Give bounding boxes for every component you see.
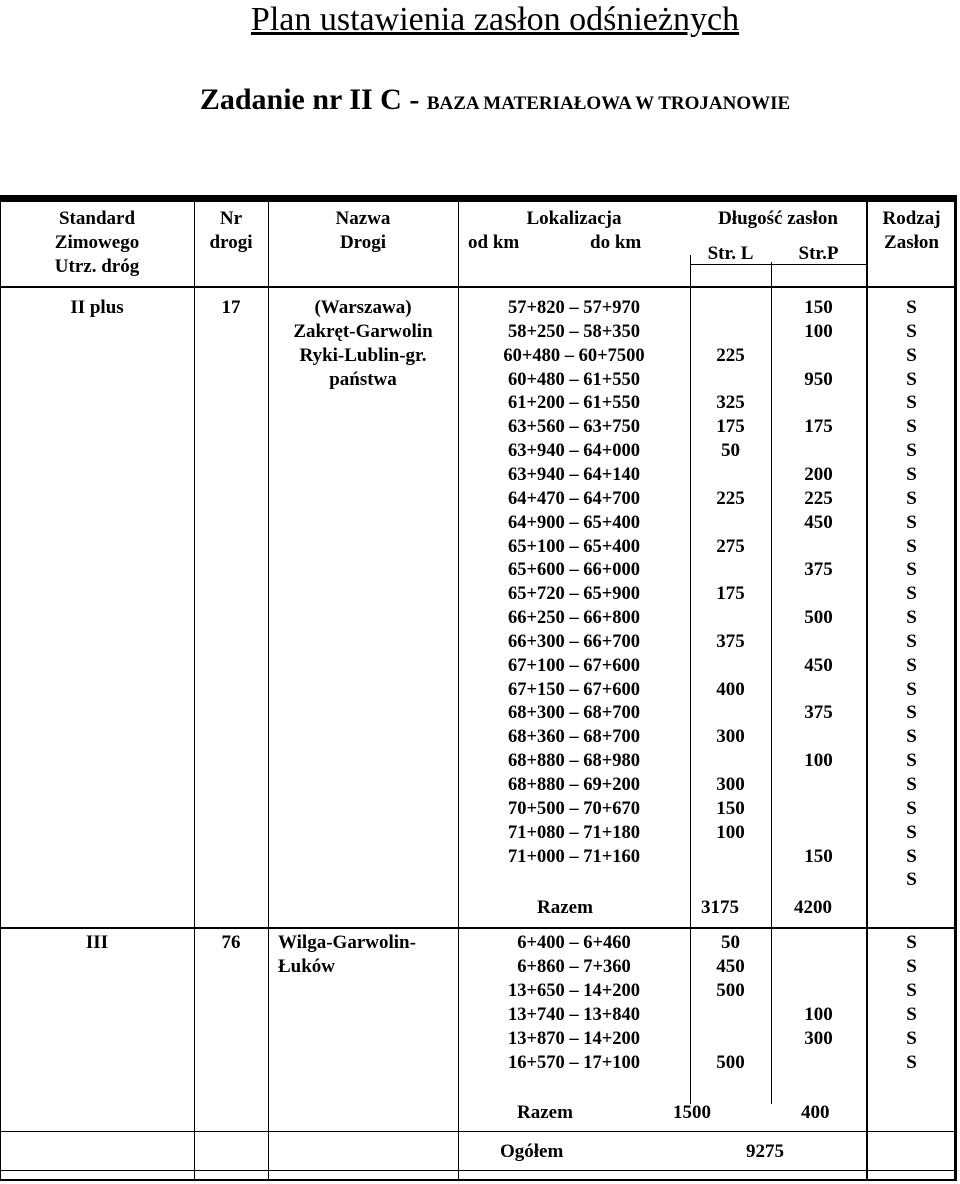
curtain-type-cell: S <box>906 344 917 366</box>
location-cell: 60+480 – 61+550 <box>507 369 641 390</box>
section-1-total-left: 3175 <box>701 897 739 918</box>
location-cell: 60+480 – 60+7500 <box>503 345 645 366</box>
header-standard: Standard Zimowego Utrz. dróg <box>54 208 140 277</box>
location-cell: 63+940 – 64+000 <box>507 441 641 462</box>
curtain-type-cell: S <box>906 535 917 557</box>
page-title: Plan ustawienia zasłon odśnieżnych <box>250 1 740 38</box>
left-length-cell: 150 <box>716 797 745 819</box>
curtain-type-cell: S <box>906 869 917 891</box>
curtain-type-cell: S <box>906 440 917 462</box>
curtain-type-cell: S <box>906 368 917 390</box>
curtain-type-cell: S <box>906 416 917 438</box>
table-border-left <box>0 195 1 1181</box>
section-1-total-label: Razem <box>537 897 593 918</box>
table-bottom-rule <box>0 1170 957 1171</box>
location-cell: 63+940 – 64+140 <box>507 464 641 485</box>
right-length-cell: 450 <box>804 511 833 533</box>
column-divider <box>194 195 195 1181</box>
location-cell: 6+400 – 6+460 <box>517 933 631 953</box>
right-length-cell: 375 <box>804 559 833 581</box>
location-cell: 13+740 – 13+840 <box>507 1005 641 1025</box>
header-road-name: Nazwa Drogi <box>335 208 391 253</box>
location-cell: 68+360 – 68+700 <box>507 727 641 748</box>
location-cell: 13+650 – 14+200 <box>507 981 641 1001</box>
left-length-cell: 50 <box>721 932 740 953</box>
left-length-cell: 225 <box>716 344 745 366</box>
curtain-type-cell: S <box>906 630 917 652</box>
left-length-cell: 275 <box>716 535 745 557</box>
curtain-type-cell: S <box>906 607 917 629</box>
curtain-type-cell: S <box>906 392 917 414</box>
section-2-standard: III <box>85 932 109 953</box>
task-name: BAZA MATERIAŁOWA W TROJANOWIE <box>426 93 791 114</box>
header-location: Lokalizacja <box>526 208 622 229</box>
section-2-total-label: Razem <box>517 1102 573 1123</box>
location-cell: 71+000 – 71+160 <box>507 846 641 867</box>
right-length-cell: 450 <box>804 654 833 676</box>
section-rule <box>0 927 957 929</box>
right-length-cell: 150 <box>804 845 833 867</box>
section-1-standard: II plus <box>70 297 124 318</box>
task-title <box>0 80 960 124</box>
right-length-cell: 100 <box>804 1004 833 1025</box>
header-type: Rodzaj Zasłon <box>882 208 941 253</box>
location-cell: 67+100 – 67+600 <box>507 655 641 676</box>
left-length-cell: 300 <box>716 774 745 795</box>
curtain-type-cell: S <box>906 956 917 977</box>
left-length-cell: 500 <box>716 980 745 1001</box>
header-top-rule <box>0 201 957 202</box>
curtain-type-cell: S <box>906 821 917 843</box>
section-1-road-number: 17 <box>221 297 241 318</box>
left-length-cell: 300 <box>716 726 745 748</box>
curtain-type-cell: S <box>906 980 917 1001</box>
curtain-type-cell: S <box>906 678 917 700</box>
right-length-cell: 950 <box>804 368 833 390</box>
left-length-cell: 325 <box>716 392 745 414</box>
right-length-cell: 375 <box>804 702 833 724</box>
location-cell: 65+100 – 65+400 <box>507 536 641 557</box>
curtain-type-cell: S <box>906 320 917 342</box>
location-cell: 68+880 – 69+200 <box>507 775 641 795</box>
curtain-type-cell: S <box>906 1028 917 1049</box>
curtain-type-cell: S <box>906 1004 917 1025</box>
left-length-cell: 50 <box>721 440 740 462</box>
section-1-road-name: (Warszawa) Zakręt-Garwolin Ryki-Lublin-gr. państwa <box>293 297 433 390</box>
right-length-cell: 500 <box>804 607 833 629</box>
header-to-km: do km <box>590 232 642 253</box>
right-length-cell: 100 <box>804 750 833 772</box>
curtain-type-cell: S <box>906 726 917 748</box>
left-length-cell: 100 <box>716 821 745 843</box>
right-length-cell: 150 <box>804 297 833 318</box>
location-cell: 68+880 – 68+980 <box>507 751 641 772</box>
left-length-cell: 500 <box>716 1052 745 1073</box>
location-cell: 65+600 – 66+000 <box>507 560 641 581</box>
section-2-road-name: Wilga-Garwolin- Łuków <box>278 932 416 977</box>
task-prefix: Zadanie nr II C - <box>199 83 420 116</box>
location-cell: 6+860 – 7+360 <box>517 957 631 977</box>
location-cell: 68+300 – 68+700 <box>507 703 641 724</box>
header-right-side: Str.P <box>798 243 839 264</box>
right-length-cell: 175 <box>804 416 833 438</box>
location-cell: 57+820 – 57+970 <box>507 298 641 318</box>
curtain-type-cell: S <box>906 797 917 819</box>
location-cell: 58+250 – 58+350 <box>507 321 641 342</box>
location-cell: 13+870 – 14+200 <box>507 1029 641 1049</box>
header-road-number: Nr drogi <box>209 208 253 253</box>
curtain-type-cell: S <box>906 654 917 676</box>
location-cell: 65+720 – 65+900 <box>507 584 641 605</box>
location-cell: 67+150 – 67+600 <box>507 679 641 700</box>
left-length-cell: 225 <box>716 487 745 509</box>
right-length-cell: 100 <box>804 320 833 342</box>
location-cell: 61+200 – 61+550 <box>507 393 641 414</box>
curtain-type-cell: S <box>906 932 917 953</box>
location-cell: 63+560 – 63+750 <box>507 417 641 438</box>
curtain-type-cell: S <box>906 750 917 772</box>
curtain-type-cell: S <box>906 1052 917 1073</box>
curtain-type-cell: S <box>906 583 917 605</box>
section-rule <box>0 1131 957 1132</box>
location-cell: 64+900 – 65+400 <box>507 512 641 533</box>
left-length-cell: 175 <box>716 583 745 605</box>
location-cell: 64+470 – 64+700 <box>507 488 641 509</box>
curtain-type-cell: S <box>906 511 917 533</box>
right-length-cell: 225 <box>804 487 833 509</box>
left-length-cell: 450 <box>716 956 745 977</box>
header-from-km: od km <box>468 232 520 253</box>
curtain-type-cell: S <box>906 702 917 724</box>
header-length: Długość zasłon <box>718 208 838 229</box>
section-1-total-right: 4200 <box>794 897 832 918</box>
curtain-type-cell: S <box>906 559 917 581</box>
header-bottom-rule <box>0 286 957 288</box>
grand-total-value: 9275 <box>746 1141 784 1162</box>
location-cell: 71+080 – 71+180 <box>507 822 641 843</box>
section-2-road-number: 76 <box>221 932 241 953</box>
section-2-total-right: 400 <box>801 1102 830 1123</box>
left-length-cell: 175 <box>716 416 745 438</box>
location-cell: 66+250 – 66+800 <box>507 608 641 629</box>
grand-total-label: Ogółem <box>500 1141 564 1162</box>
location-cell: 16+570 – 17+100 <box>507 1053 641 1073</box>
left-length-cell: 375 <box>716 630 745 652</box>
section-2-total-left: 1500 <box>673 1102 711 1123</box>
location-cell: 66+300 – 66+700 <box>507 631 641 652</box>
curtain-type-cell: S <box>906 774 917 795</box>
right-length-cell: 300 <box>804 1028 833 1049</box>
curtain-type-cell: S <box>906 297 917 318</box>
curtain-type-cell: S <box>906 487 917 509</box>
curtain-type-cell: S <box>906 845 917 867</box>
right-length-cell: 200 <box>804 463 833 485</box>
header-left-side: Str. L <box>707 243 754 264</box>
left-length-cell: 400 <box>716 678 745 700</box>
location-cell: 70+500 – 70+670 <box>507 798 641 819</box>
curtain-type-cell: S <box>906 463 917 485</box>
